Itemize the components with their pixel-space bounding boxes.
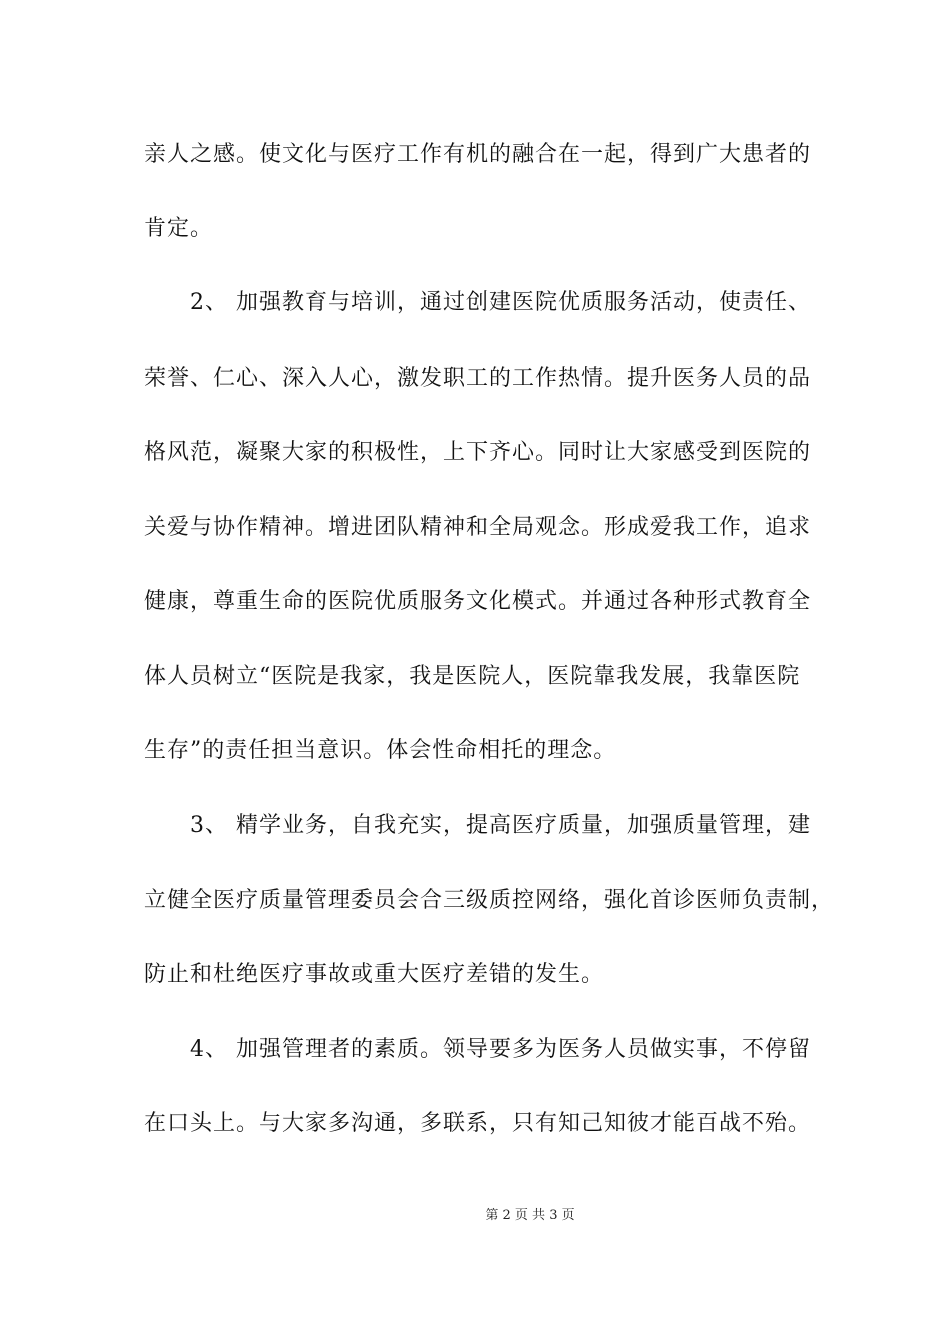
list-number: 2、 xyxy=(190,290,228,315)
text-line: 加强教育与培训，通过创建医院优质服务活动，使责任、 xyxy=(236,290,812,315)
text-line: 生存”的责任担当意识。体会性命相托的理念。 xyxy=(144,738,617,763)
text-line: 精学业务，自我充实，提高医疗质量，加强质量管理，建 xyxy=(236,813,812,838)
text-line: 在口头上。与大家多沟通，多联系，只有知己知彼才能百战不殆。 xyxy=(144,1111,812,1136)
text-line: 加强管理者的素质。领导要多为医务人员做实事，不停留 xyxy=(236,1037,812,1062)
text-line: 亲人之感。使文化与医疗工作有机的融合在一起，得到广大患者的 xyxy=(144,142,812,167)
list-number: 4、 xyxy=(190,1037,228,1062)
paragraph-item-3-first-line xyxy=(190,813,811,839)
text-line: 防止和杜绝医疗事故或重大医疗差错的发生。 xyxy=(144,962,605,987)
text-line: 格风范，凝聚大家的积极性，上下齐心。同时让大家感受到医院的 xyxy=(144,440,812,465)
text-line: 荣誉、仁心、深入人心，激发职工的工作热情。提升医务人员的品 xyxy=(144,366,812,391)
text-line: 关爱与协作精神。增进团队精神和全局观念。形成爱我工作，追求 xyxy=(144,515,812,540)
text-line: 肯定。 xyxy=(144,216,214,241)
text-line: 立健全医疗质量管理委员会合三级质控网络，强化首诊医师负责制， xyxy=(144,888,835,913)
paragraph-item-4-first-line xyxy=(190,1037,811,1063)
paragraph-item-2-first-line xyxy=(190,290,811,316)
list-number: 3、 xyxy=(190,813,228,838)
text-line: 健康，尊重生命的医院优质服务文化模式。并通过各种形式教育全 xyxy=(144,589,812,614)
page-number-footer: 第 2 页 共 3 页 xyxy=(485,1208,575,1223)
text-line: 体人员树立“医院是我家，我是医院人，医院靠我发展，我靠医院 xyxy=(144,664,801,689)
